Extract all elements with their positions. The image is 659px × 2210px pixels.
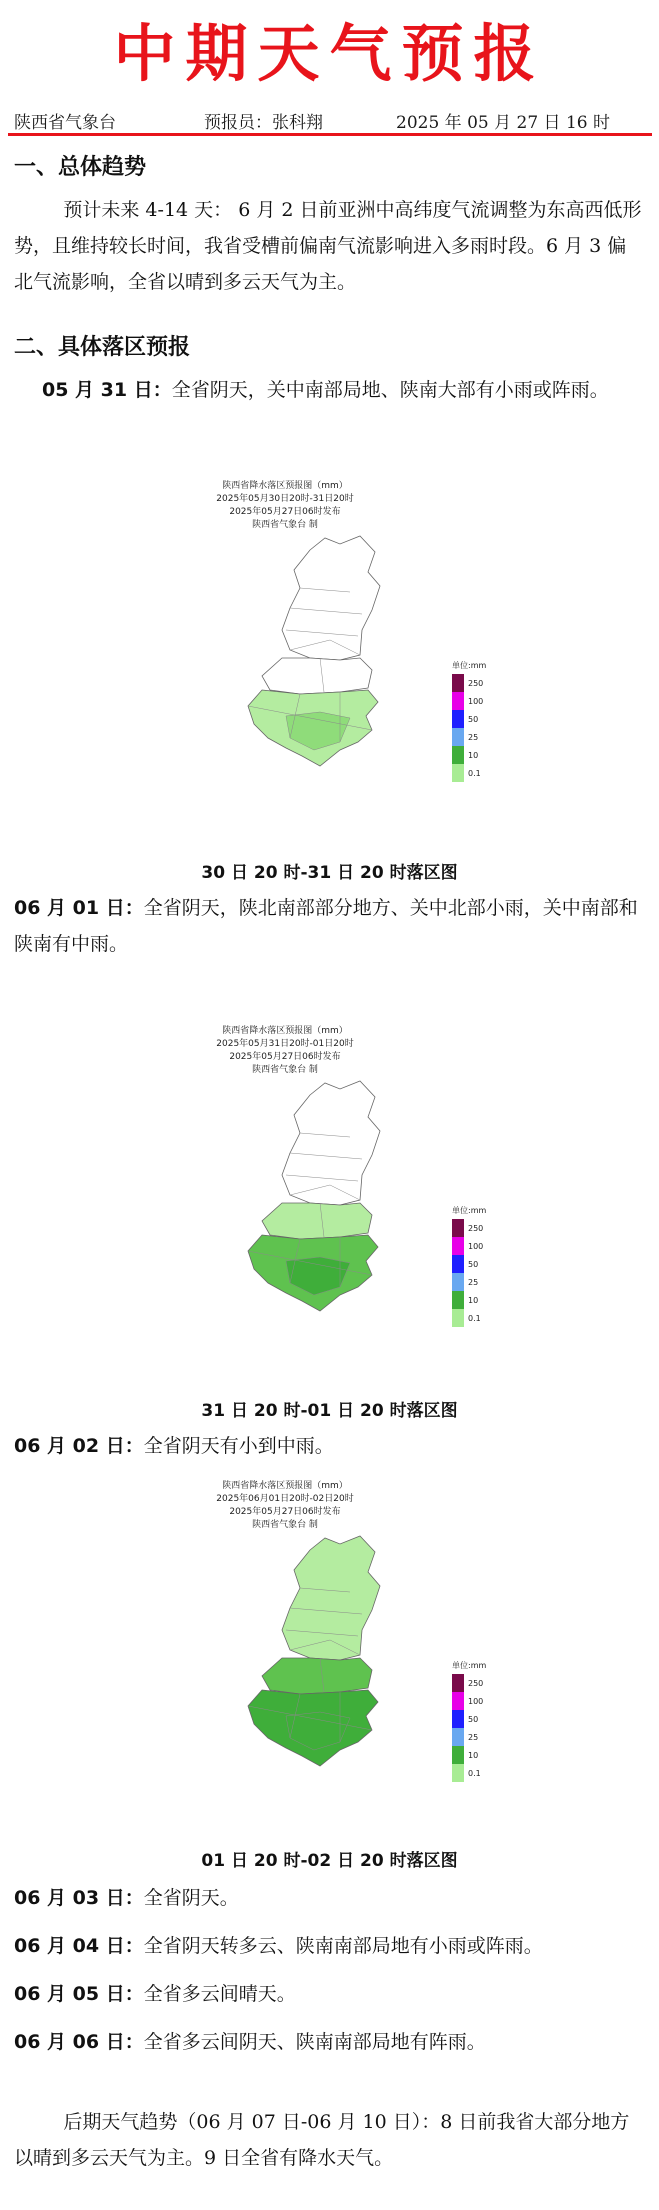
header-divider [8,133,652,136]
legend-swatch [452,1764,464,1782]
legend-level-label: 250 [468,1679,484,1688]
day-date: 06 月 02 日： [14,1435,144,1457]
legend-level-label: 250 [468,1224,484,1233]
province-map [190,1025,440,1365]
legend-level-label: 0.1 [468,769,481,778]
section-heading-detail: 二、具体落区预报 [14,335,191,360]
day-date: 06 月 06 日： [14,2031,144,2053]
legend-title: 单位:mm [452,661,487,670]
province-map [190,1480,440,1820]
legend-swatch [452,1309,464,1327]
day-forecast [14,1928,644,1964]
map-header-title: 陕西省降水落区预报图（mm） [222,1026,348,1036]
day-text: 全省多云间阴天、陕南南部局地有阵雨。 [143,2031,486,2053]
map-header-period: 2025年06月01日20时-02日20时 [216,1494,354,1504]
map-header-title: 陕西省降水落区预报图（mm） [222,1481,348,1491]
legend-swatch [452,728,464,746]
legend-level-label: 25 [468,1733,479,1742]
later-trend-label: 后期天气趋势（06 月 07 日-06 月 10 日） [63,2111,422,2133]
legend-level-label: 0.1 [468,1769,481,1778]
legend-title: 单位:mm [452,1206,487,1215]
legend-color-bar [452,674,464,782]
day-forecast [42,372,652,408]
map-header-title: 陕西省降水落区预报图（mm） [222,481,348,491]
overall-trend-text: 预计未来 4-14 天： 6 月 2 日前亚洲中高纬度气流调整为东高西低形势，且维持较长时间，我省受槽前偏南气流影响进入多雨时段。6 月 3 偏北气流影响，全省以晴到多云天气为主。 [14,199,642,293]
day-date: 06 月 05 日： [14,1983,144,2005]
page-title: 中期天气预报 [113,17,546,90]
region-central [262,1658,372,1694]
legend-color-bar [452,1674,464,1782]
day-forecast [14,2024,644,2060]
map-header-period: 2025年05月31日20时-01日20时 [216,1039,354,1049]
legend-swatch [452,674,464,692]
legend-level-label: 10 [468,751,479,760]
day-date: 06 月 01 日： [14,897,144,919]
legend-level-label: 10 [468,1296,479,1305]
day-text: 全省阴天转多云、陕南南部局地有小雨或阵雨。 [143,1935,543,1957]
map-header-producer: 陕西省气象台 制 [252,1065,318,1075]
region-central [262,1203,372,1239]
day-date: 05 月 31 日： [42,379,172,401]
day-text: 全省阴天有小到中雨。 [143,1435,334,1457]
legend-swatch [452,1710,464,1728]
region-central [262,658,372,694]
legend-level-label: 25 [468,733,479,742]
map-header-producer: 陕西省气象台 制 [252,1520,318,1530]
legend-level-label: 0.1 [468,1314,481,1323]
map-header-period: 2025年05月30日20时-31日20时 [216,494,354,504]
later-trend-text: ：8 日前我省大部分地方以晴到多云天气为主。9 日全省有降水天气。 [14,2111,630,2169]
precip-map-3 [190,1480,520,1830]
legend-swatch [452,692,464,710]
day-text: 全省阴天。 [143,1887,239,1909]
legend-level-label: 50 [468,1715,479,1724]
legend-swatch [452,1273,464,1291]
map-header-producer: 陕西省气象台 制 [252,520,318,530]
day-forecast [14,1976,644,2012]
legend-swatch [452,1291,464,1309]
day-date: 06 月 03 日： [14,1887,144,1909]
map-caption: 30 日 20 时-31 日 20 时落区图 [201,863,458,883]
legend-level-label: 100 [468,1697,484,1706]
legend-swatch [452,746,464,764]
precip-map-1 [190,480,520,830]
legend-level-label: 25 [468,1278,479,1287]
issuer: 陕西省气象台 [14,113,116,133]
day-forecast [14,1880,644,1916]
day-forecast [14,890,644,962]
day-forecast [14,1428,644,1464]
map-caption: 31 日 20 时-01 日 20 时落区图 [201,1401,458,1421]
legend-level-label: 50 [468,715,479,724]
legend-level-label: 100 [468,1242,484,1251]
legend-swatch [452,764,464,782]
day-date: 06 月 04 日： [14,1935,144,1957]
legend-swatch [452,1237,464,1255]
legend-swatch [452,710,464,728]
legend-color-bar [452,1219,464,1327]
legend-swatch [452,1255,464,1273]
map-caption: 01 日 20 时-02 日 20 时落区图 [201,1851,458,1871]
legend-level-label: 10 [468,1751,479,1760]
region-north [282,1536,380,1660]
province-map [190,480,440,820]
forecaster: 预报员：张科翔 [204,113,323,133]
legend-level-label: 50 [468,1260,479,1269]
precip-map-2 [190,1025,520,1375]
legend-level-label: 100 [468,697,484,706]
map-header-issued: 2025年05月27日06时发布 [229,1507,341,1517]
legend-swatch [452,1692,464,1710]
legend-swatch [452,1674,464,1692]
legend-swatch [452,1219,464,1237]
day-text: 全省阴天，陕北南部部分地方、关中北部小雨，关中南部和陕南有中雨。 [14,897,638,955]
later-trend [14,2104,644,2176]
map-header-issued: 2025年05月27日06时发布 [229,507,341,517]
legend-swatch [452,1728,464,1746]
day-text: 全省阴天，关中南部局地、陕南大部有小雨或阵雨。 [171,379,609,401]
map-header-issued: 2025年05月27日06时发布 [229,1052,341,1062]
issue-time: 2025 年 05 月 27 日 16 时 [396,113,610,133]
day-text: 全省多云间晴天。 [143,1983,296,2005]
legend-title: 单位:mm [452,1661,487,1670]
region-north [282,536,380,660]
legend-swatch [452,1746,464,1764]
section-heading-overall: 一、总体趋势 [14,155,147,180]
region-north [282,1081,380,1205]
legend-level-label: 250 [468,679,484,688]
